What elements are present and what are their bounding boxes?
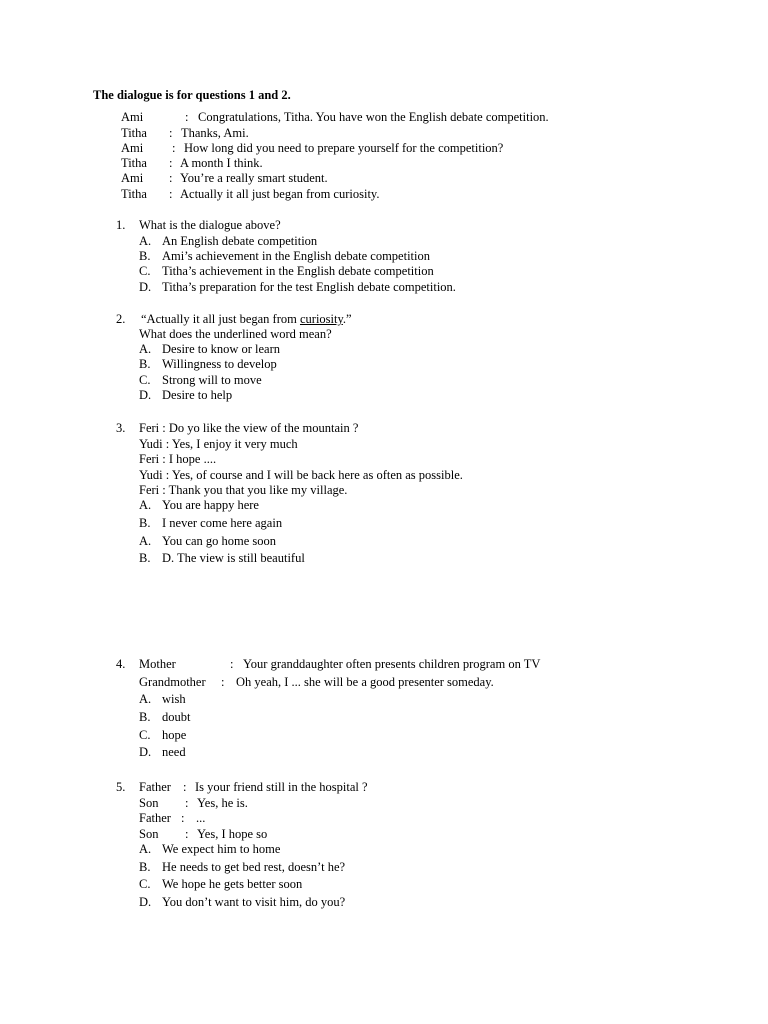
dialogue-text: ... — [196, 811, 206, 825]
dialogue-line: Feri : I hope .... — [139, 452, 217, 466]
dialogue-text: Thanks, Ami. — [181, 126, 249, 140]
option-letter: C. — [139, 728, 151, 742]
option-text: Ami’s achievement in the English debate competition — [162, 249, 430, 263]
option-text: I never come here again — [162, 516, 283, 530]
option-text: need — [162, 745, 186, 759]
option-letter: A. — [139, 692, 152, 706]
dialogue-speaker: Son — [139, 796, 159, 810]
question-number: 1. — [116, 218, 126, 232]
dialogue-speaker: Ami — [121, 110, 144, 124]
section-intro: The dialogue is for questions 1 and 2. — [93, 88, 291, 102]
option-letter: D. — [139, 388, 152, 402]
option-letter: D. — [139, 895, 152, 909]
dialogue-speaker: Ami — [121, 171, 144, 185]
quote-prefix: “Actually it all just began from — [141, 312, 300, 326]
quote-suffix: .” — [342, 312, 352, 326]
option-text: Desire to help — [162, 388, 233, 402]
dialogue-colon: : — [172, 141, 176, 155]
dialogue-colon: : — [169, 171, 173, 185]
option-letter: C. — [139, 373, 151, 387]
dialogue-text: Actually it all just began from curiosity. — [180, 187, 380, 201]
option-text: Strong will to move — [162, 373, 262, 387]
dialogue-line: Yudi : Yes, I enjoy it very much — [139, 437, 298, 451]
option-text: Titha’s achievement in the English debate competition — [162, 264, 434, 278]
dialogue-text: A month I think. — [180, 156, 263, 170]
dialogue-speaker: Titha — [121, 187, 147, 201]
dialogue-colon: : — [221, 675, 225, 689]
dialogue-colon: : — [185, 827, 189, 841]
option-letter: A. — [139, 234, 152, 248]
option-text: wish — [162, 692, 186, 706]
dialogue-speaker: Titha — [121, 126, 147, 140]
dialogue-speaker: Father — [139, 780, 171, 794]
option-text: Willingness to develop — [162, 357, 277, 371]
dialogue-colon: : — [169, 187, 173, 201]
dialogue-speaker: Ami — [121, 141, 144, 155]
dialogue-text: Oh yeah, I ... she will be a good presenter someday. — [236, 675, 494, 689]
option-text: doubt — [162, 710, 191, 724]
option-text: You are happy here — [162, 498, 259, 512]
dialogue-speaker: Father — [139, 811, 171, 825]
dialogue-text: Congratulations, Titha. You have won the English debate competition. — [198, 110, 549, 124]
option-text: hope — [162, 728, 187, 742]
question-number: 2. — [116, 312, 126, 326]
option-text: He needs to get bed rest, doesn’t he? — [162, 860, 346, 874]
option-letter: B. — [139, 249, 151, 263]
question-text: What is the dialogue above? — [139, 218, 281, 232]
dialogue-line: Feri : Thank you that you like my village. — [139, 483, 348, 497]
option-text: An English debate competition — [162, 234, 318, 248]
dialogue-speaker: Son — [139, 827, 159, 841]
option-letter: B. — [139, 357, 151, 371]
quote-line — [141, 312, 352, 327]
option-text: We hope he gets better soon — [162, 877, 303, 891]
option-letter: D. — [139, 280, 152, 294]
dialogue-text: Is your friend still in the hospital ? — [195, 780, 368, 794]
option-text: We expect him to home — [162, 842, 281, 856]
option-letter: D. — [139, 745, 152, 759]
option-text: You don’t want to visit him, do you? — [162, 895, 346, 909]
dialogue-text: Yes, he is. — [197, 796, 248, 810]
dialogue-colon: : — [169, 126, 173, 140]
dialogue-colon: : — [181, 811, 185, 825]
option-letter: B. — [139, 860, 151, 874]
dialogue-text: Your granddaughter often presents children program on TV — [243, 657, 541, 671]
question-text: What does the underlined word mean? — [139, 327, 332, 341]
option-text: Titha’s preparation for the test English debate competition. — [162, 280, 456, 294]
dialogue-speaker: Mother — [139, 657, 176, 671]
option-text: You can go home soon — [162, 534, 277, 548]
dialogue-colon: : — [185, 110, 189, 124]
option-letter: B. — [139, 516, 151, 530]
dialogue-line: Feri : Do yo like the view of the mountain ? — [139, 421, 359, 435]
option-letter: A. — [139, 534, 152, 548]
option-letter: A. — [139, 842, 152, 856]
option-letter: A. — [139, 342, 152, 356]
dialogue-text: You’re a really smart student. — [180, 171, 328, 185]
dialogue-speaker: Grandmother — [139, 675, 206, 689]
dialogue-colon: : — [169, 156, 173, 170]
dialogue-colon: : — [185, 796, 189, 810]
option-letter: C. — [139, 877, 151, 891]
dialogue-text: How long did you need to prepare yourself for the competition? — [184, 141, 504, 155]
dialogue-colon: : — [230, 657, 234, 671]
dialogue-line: Yudi : Yes, of course and I will be back here as often as possible. — [139, 468, 463, 482]
option-text: D. The view is still beautiful — [162, 551, 305, 565]
question-number: 5. — [116, 780, 126, 794]
option-letter: B. — [139, 710, 151, 724]
underlined-word: curiosity — [299, 312, 343, 326]
question-number: 3. — [116, 421, 126, 435]
question-number: 4. — [116, 657, 126, 671]
option-letter: A. — [139, 498, 152, 512]
dialogue-text: Yes, I hope so — [197, 827, 268, 841]
option-letter: C. — [139, 264, 151, 278]
dialogue-colon: : — [183, 780, 187, 794]
option-text: Desire to know or learn — [162, 342, 281, 356]
dialogue-speaker: Titha — [121, 156, 147, 170]
option-letter: B. — [139, 551, 151, 565]
